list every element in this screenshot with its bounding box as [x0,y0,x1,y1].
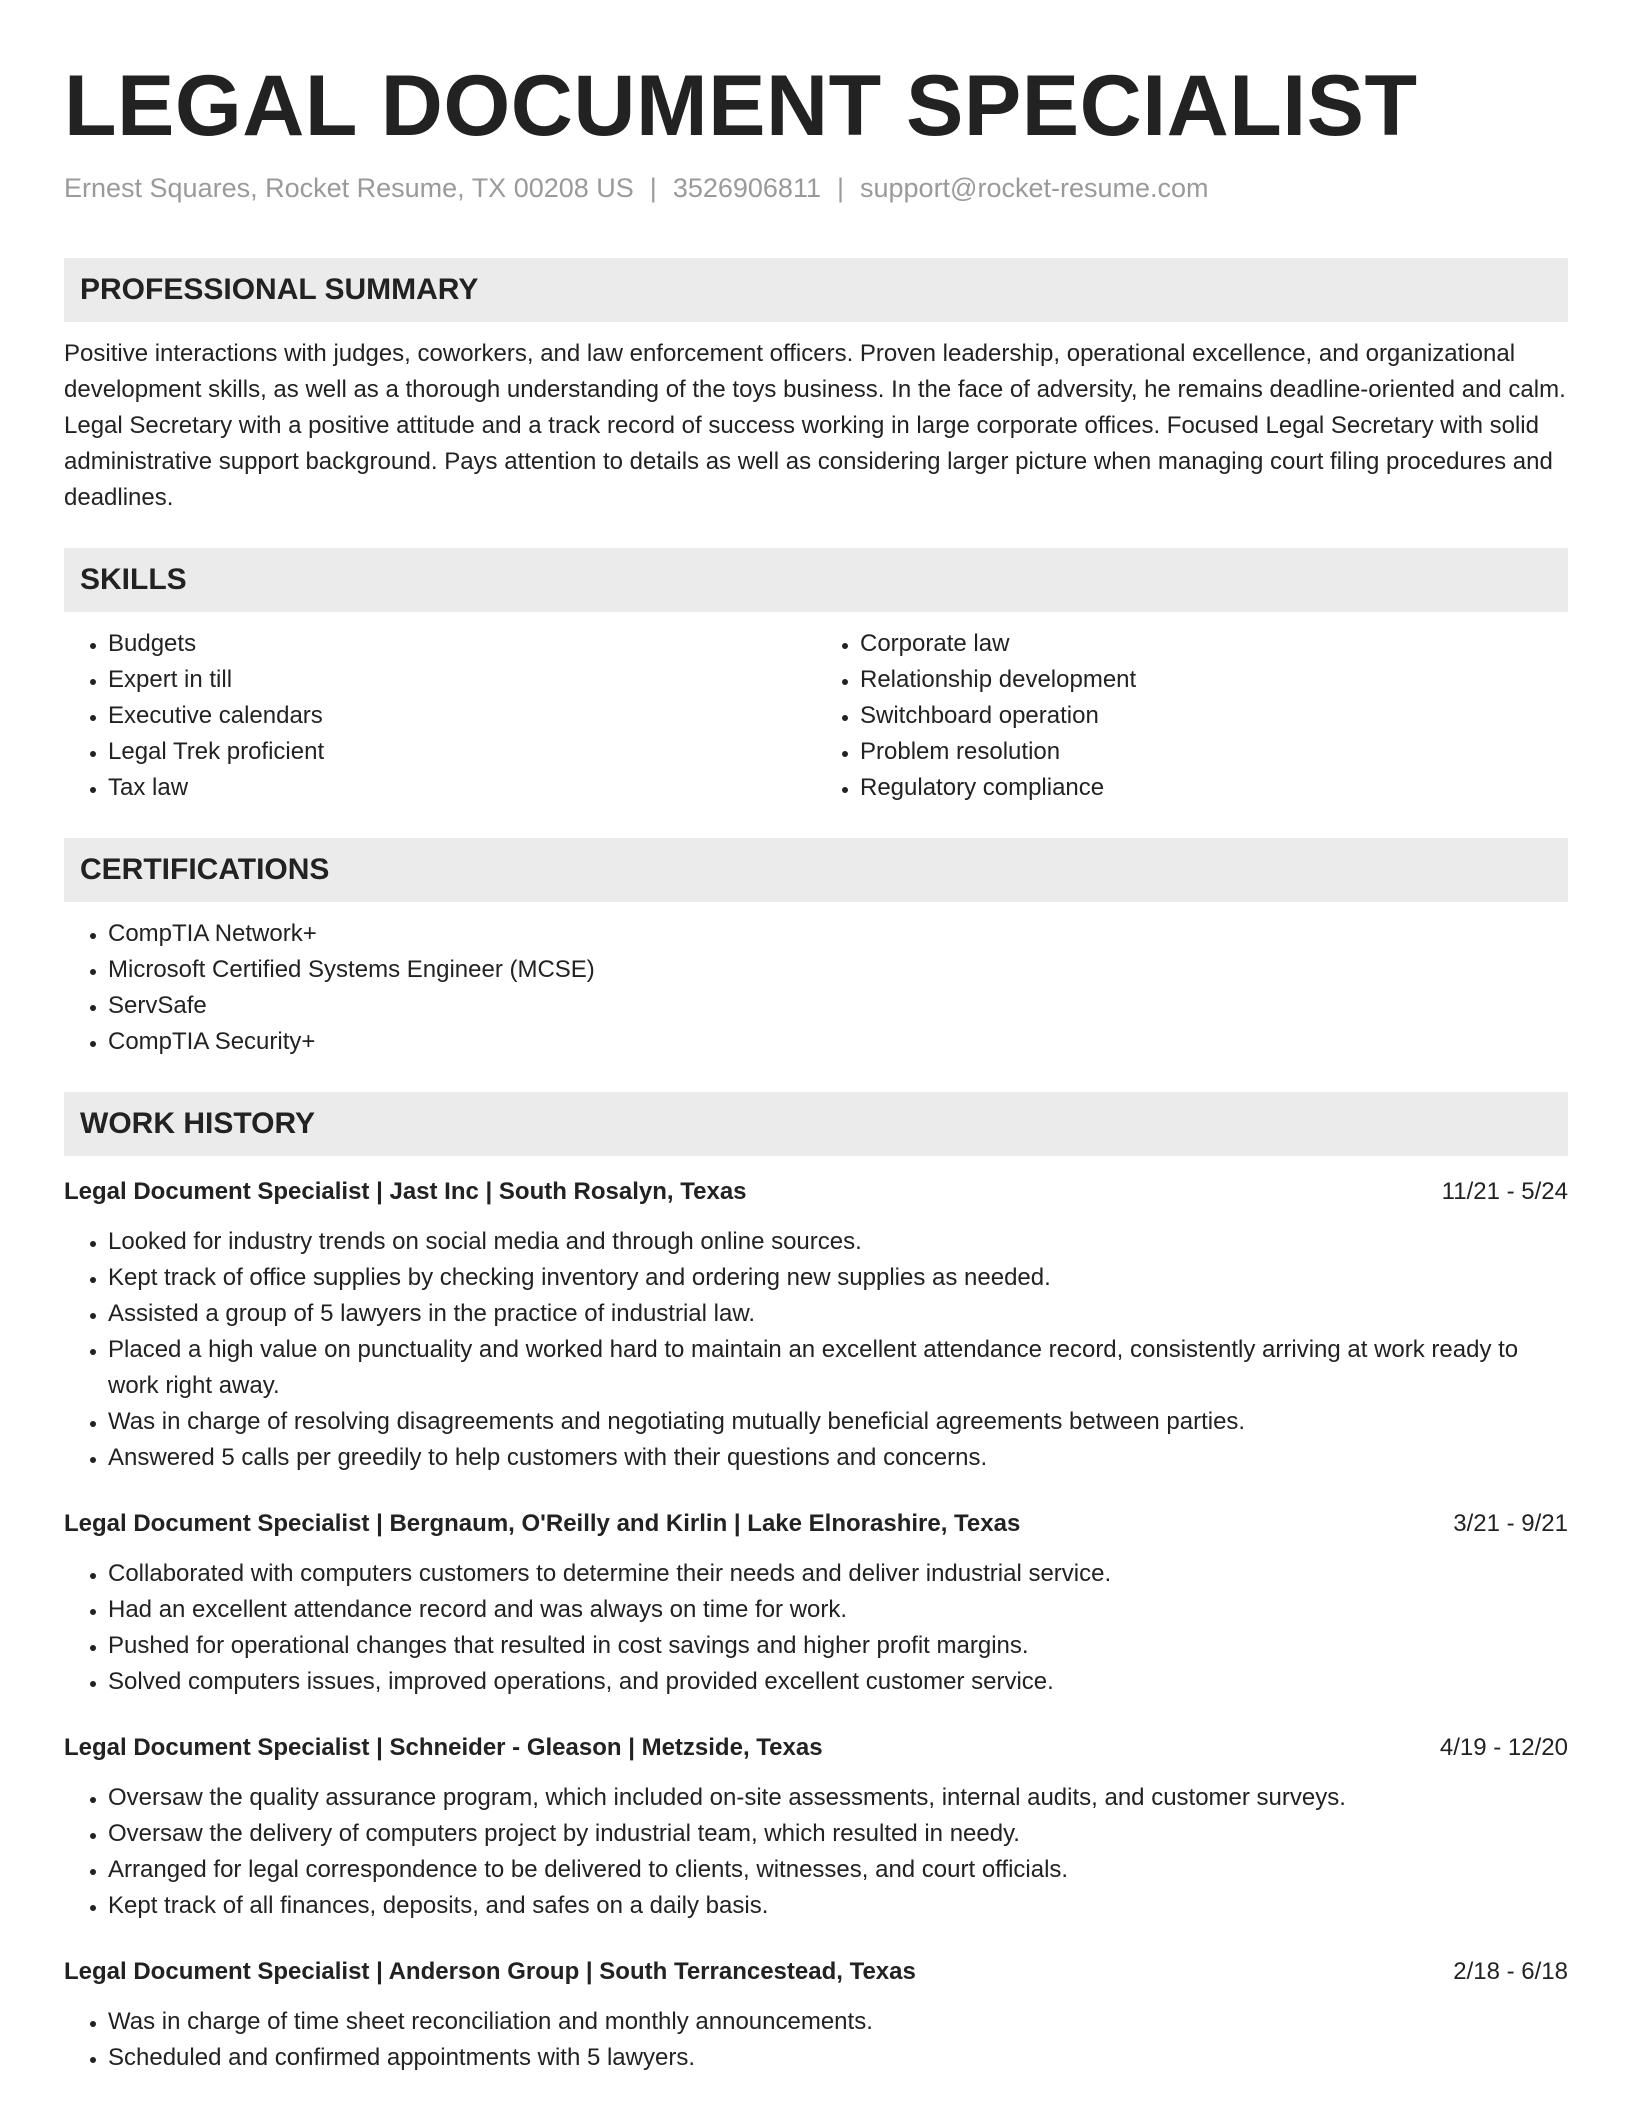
contact-address: Ernest Squares, Rocket Resume, TX 00208 US [64,173,634,203]
skill-item: • Expert in till [108,662,816,698]
skill-item: • Legal Trek proficient [108,734,816,770]
job-header [64,1174,1568,1210]
job-bullets [64,2004,1568,2076]
contact-line [64,170,1568,206]
job-title: Legal Document Specialist | Anderson Group | South Terrancestead, Texas [64,1958,916,1985]
job-bullets [64,1780,1568,1924]
skills-heading: SKILLS [64,548,1568,612]
job-bullet: • Assisted a group of 5 lawyers in the practice of industrial law. [108,1296,1568,1332]
job-bullet: • Kept track of all finances, deposits, and safes on a daily basis. [108,1888,1568,1924]
job-entry [64,1506,1568,1700]
skill-item: • Switchboard operation [860,698,1568,734]
skill-item: • Corporate law [860,626,1568,662]
skill-item: • Tax law [108,770,816,806]
resume-title: LEGAL DOCUMENT SPECIALIST [64,58,1418,154]
job-bullet: • Oversaw the delivery of computers project by industrial team, which resulted in needy. [108,1816,1568,1852]
job-bullet: • Looked for industry trends on social media and through online sources. [108,1224,1568,1260]
job-bullet: • Had an excellent attendance record and was always on time for work. [108,1592,1568,1628]
skill-item: • Problem resolution [860,734,1568,770]
job-bullet: • Was in charge of time sheet reconciliation and monthly announcements. [108,2004,1568,2040]
certification-item: • CompTIA Network+ [108,916,1568,952]
job-title: Legal Document Specialist | Jast Inc | South Rosalyn, Texas [64,1178,747,1205]
skill-item: • Executive calendars [108,698,816,734]
skill-item: • Regulatory compliance [860,770,1568,806]
skill-item: • Budgets [108,626,816,662]
job-bullets [64,1224,1568,1476]
job-dates: 11/21 - 5/24 [1441,1178,1568,1205]
job-entry [64,1730,1568,1924]
certifications-heading: CERTIFICATIONS [64,838,1568,902]
contact-separator: | [836,173,844,203]
skill-item: • Relationship development [860,662,1568,698]
job-dates: 2/18 - 6/18 [1453,1958,1568,1985]
job-bullet: • Answered 5 calls per greedily to help customers with their questions and concerns. [108,1440,1568,1476]
skills-column-left [64,626,816,806]
job-bullet: • Was in charge of resolving disagreements and negotiating mutually beneficial agreements between parties. [108,1404,1568,1440]
job-bullet: • Oversaw the quality assurance program, which included on-site assessments, internal audits, and customer surveys. [108,1780,1568,1816]
job-header [64,1506,1568,1542]
certifications-list [64,916,1568,1060]
contact-separator: | [649,173,657,203]
job-bullet: • Solved computers issues, improved operations, and provided excellent customer service. [108,1664,1568,1700]
job-header [64,1954,1568,1990]
job-dates: 3/21 - 9/21 [1453,1510,1568,1537]
job-bullet: • Collaborated with computers customers to determine their needs and deliver industrial service. [108,1556,1568,1592]
job-bullet: • Arranged for legal correspondence to be delivered to clients, witnesses, and court officials. [108,1852,1568,1888]
summary-heading: PROFESSIONAL SUMMARY [64,258,1568,322]
job-title: Legal Document Specialist | Schneider - Gleason | Metzside, Texas [64,1734,823,1761]
job-bullet: • Kept track of office supplies by checking inventory and ordering new supplies as needed. [108,1260,1568,1296]
job-entry [64,1174,1568,1476]
certification-item: • Microsoft Certified Systems Engineer (MCSE) [108,952,1568,988]
job-title: Legal Document Specialist | Bergnaum, O'Reilly and Kirlin | Lake Elnorashire, Texas [64,1510,1021,1537]
skills-list [64,626,1568,806]
certification-item: • ServSafe [108,988,1568,1024]
certification-item: • CompTIA Security+ [108,1024,1568,1060]
job-entry [64,1954,1568,2076]
work-history-heading: WORK HISTORY [64,1092,1568,1156]
contact-phone: 3526906811 [672,173,821,203]
skills-column-right [816,626,1568,806]
job-bullet: • Placed a high value on punctuality and worked hard to maintain an excellent attendance record, consistently arriving at work ready to work right away. [108,1332,1568,1404]
job-bullet: • Pushed for operational changes that resulted in cost savings and higher profit margins. [108,1628,1568,1664]
summary-text: Positive interactions with judges, coworkers, and law enforcement officers. Proven leadership, operational excellence, and organizational development skills, as well as a thorough understanding of the toys business. In the face of adversity, he remains deadline-oriented and calm. Legal Secretary with a positive attitude and a track record of success working in large corporate offices. Focused Legal Secretary with solid administrative support background. Pays attention to details as well as considering larger picture when managing court filing procedures and deadlines. [64,340,1566,511]
job-bullet: • Scheduled and confirmed appointments with 5 lawyers. [108,2040,1568,2076]
job-dates: 4/19 - 12/20 [1439,1734,1568,1761]
contact-email[interactable]: support@rocket-resume.com [860,173,1209,203]
job-header [64,1730,1568,1766]
job-bullets [64,1556,1568,1700]
